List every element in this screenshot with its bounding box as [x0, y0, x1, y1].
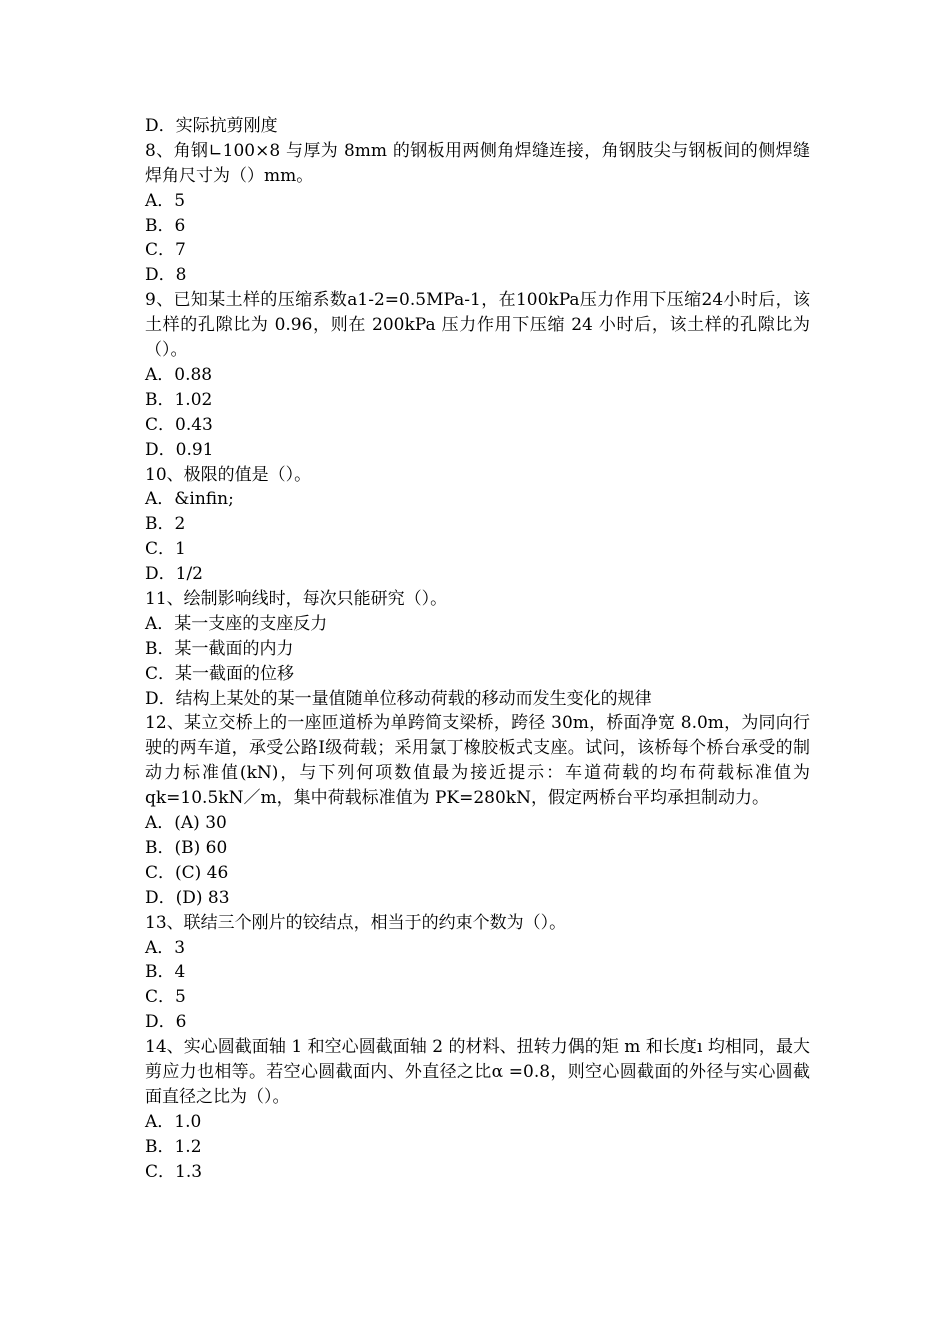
option-line: C．1 [145, 539, 186, 560]
option-line: C．5 [145, 987, 186, 1008]
question-text: 11、绘制影响线时，每次只能研究（）。 [145, 589, 448, 610]
option-line: A．3 [145, 937, 186, 958]
option-line: B．2 [145, 514, 186, 535]
option-line: A．&infin; [145, 489, 234, 510]
option-line: B．某一截面的内力 [145, 638, 294, 659]
option-line: B．1.02 [145, 389, 213, 410]
option-line: B．(B) 60 [145, 838, 228, 858]
option-line: D．1/2 [145, 564, 203, 585]
document-page [145, 114, 810, 1185]
option-line: D．(D) 83 [145, 887, 230, 908]
option-line: A．0.88 [145, 364, 213, 385]
question-text: 12、某立交桥上的一座匝道桥为单跨简支梁桥，跨径 30m，桥面净宽 8.0m，为同向行驶的两车道，承受公路Ⅰ级荷载；采用氯丁橡胶板式支座。试问，该桥每个桥台承受的制动力标准值(kN)，与下列何项数值最为接近提示：车道荷载的均布荷载标准值为 qk=10.5kN／m，集中荷载标准值为 PK=280kN，假定两桥台平均承担制动力。 [145, 713, 810, 809]
option-line: C．7 [145, 240, 186, 261]
option-line: A．5 [145, 190, 186, 211]
option-line: D．实际抗剪刚度 [145, 116, 278, 136]
option-line: C．0.43 [145, 414, 213, 435]
question-text: 10、极限的值是（）。 [145, 464, 312, 485]
option-line: A．1.0 [145, 1111, 202, 1132]
option-line: D．结构上某处的某一量值随单位移动荷载的移动而发生变化的规律 [145, 688, 652, 709]
option-line: B．6 [145, 215, 186, 236]
option-line: D．8 [145, 265, 187, 286]
option-line: C．(C) 46 [145, 862, 229, 883]
question-text: 14、实心圆截面轴 1 和空心圆截面轴 2 的材料、扭转力偶的矩 m 和长度ı 均相同，最大剪应力也相等。若空心圆截面内、外直径之比α =0.8，则空心圆截面的外径与实心圆截面直径之比为（）。 [145, 1037, 810, 1107]
option-line: A．某一支座的支座反力 [145, 613, 328, 634]
question-text: 8、角钢∟100×8 与厚为 8mm 的钢板用两侧角焊缝连接，角钢肢尖与钢板间的侧焊缝焊角尺寸为（）mm。 [145, 140, 810, 186]
option-line: C．1.3 [145, 1161, 203, 1182]
option-line: D．0.91 [145, 439, 214, 460]
option-line: A．(A) 30 [145, 813, 227, 834]
option-line: B．1.2 [145, 1136, 202, 1157]
option-line: D．6 [145, 1012, 187, 1033]
option-line: B．4 [145, 962, 186, 983]
question-text: 13、联结三个刚片的铰结点，相当于的约束个数为（）。 [145, 912, 567, 933]
option-line: C．某一截面的位移 [145, 663, 295, 684]
question-text: 9、已知某土样的压缩系数a1-2=0.5MPa-1，在100kPa压力作用下压缩24小时后，该土样的孔隙比为 0.96，则在 200kPa 压力作用下压缩 24 小时后，该土样的孔隙比为（）。 [145, 290, 810, 361]
